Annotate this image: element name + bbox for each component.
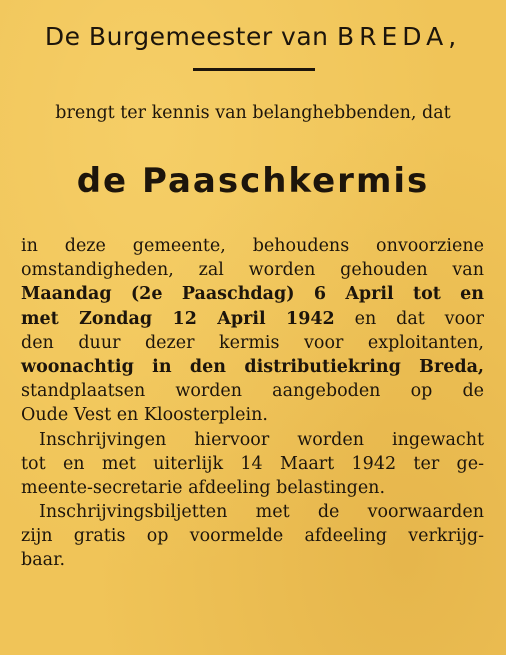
p3-line-2: zijn gratis op voormelde afdeeling verkrijg-	[21, 526, 484, 547]
p1-line-5: den duur dezer kermis voor exploitanten,	[21, 332, 484, 353]
mayor-heading	[0, 22, 506, 51]
p1-line-7: standplaatsen worden aangeboden op de	[21, 381, 484, 402]
p1-line-3: Maandag (2e Paaschdag) 6 April tot en	[21, 284, 484, 305]
heading-divider	[193, 68, 315, 71]
p1-line-4-dates: met Zondag 12 April 1942	[21, 308, 335, 329]
p2-line-3: meente-secretarie afdeeling belastingen.	[21, 477, 386, 498]
p3-line-1: Inschrijvingsbiljetten met de voorwaarden	[39, 502, 484, 523]
p2-line-2: tot en met uiterlijk 14 Maart 1942 ter ge-	[21, 453, 484, 474]
heading-city: BREDA,	[336, 22, 462, 51]
p3-line-3: baar.	[21, 550, 66, 571]
p1-line-1: in deze gemeente, behoudens onvoorziene	[21, 236, 484, 256]
p2-line-1: Inschrijvingen hiervoor worden ingewacht	[39, 429, 484, 450]
p1-line-8: Oude Vest en Kloosterplein.	[21, 405, 268, 426]
intro-line: brengt ter kennis van belanghebbenden, dat	[55, 103, 451, 123]
announcement-body	[21, 234, 484, 573]
p1-line-2: omstandigheden, zal worden gehouden van	[21, 260, 484, 281]
p1-line-6: woonachtig in den distributiekring Breda,	[21, 356, 484, 377]
p1-line-4-rest: en dat voor	[334, 308, 485, 329]
event-title: de Paaschkermis	[76, 161, 430, 201]
heading-prefix: De Burgemeester van	[44, 22, 329, 51]
p1-line-4	[21, 307, 484, 331]
